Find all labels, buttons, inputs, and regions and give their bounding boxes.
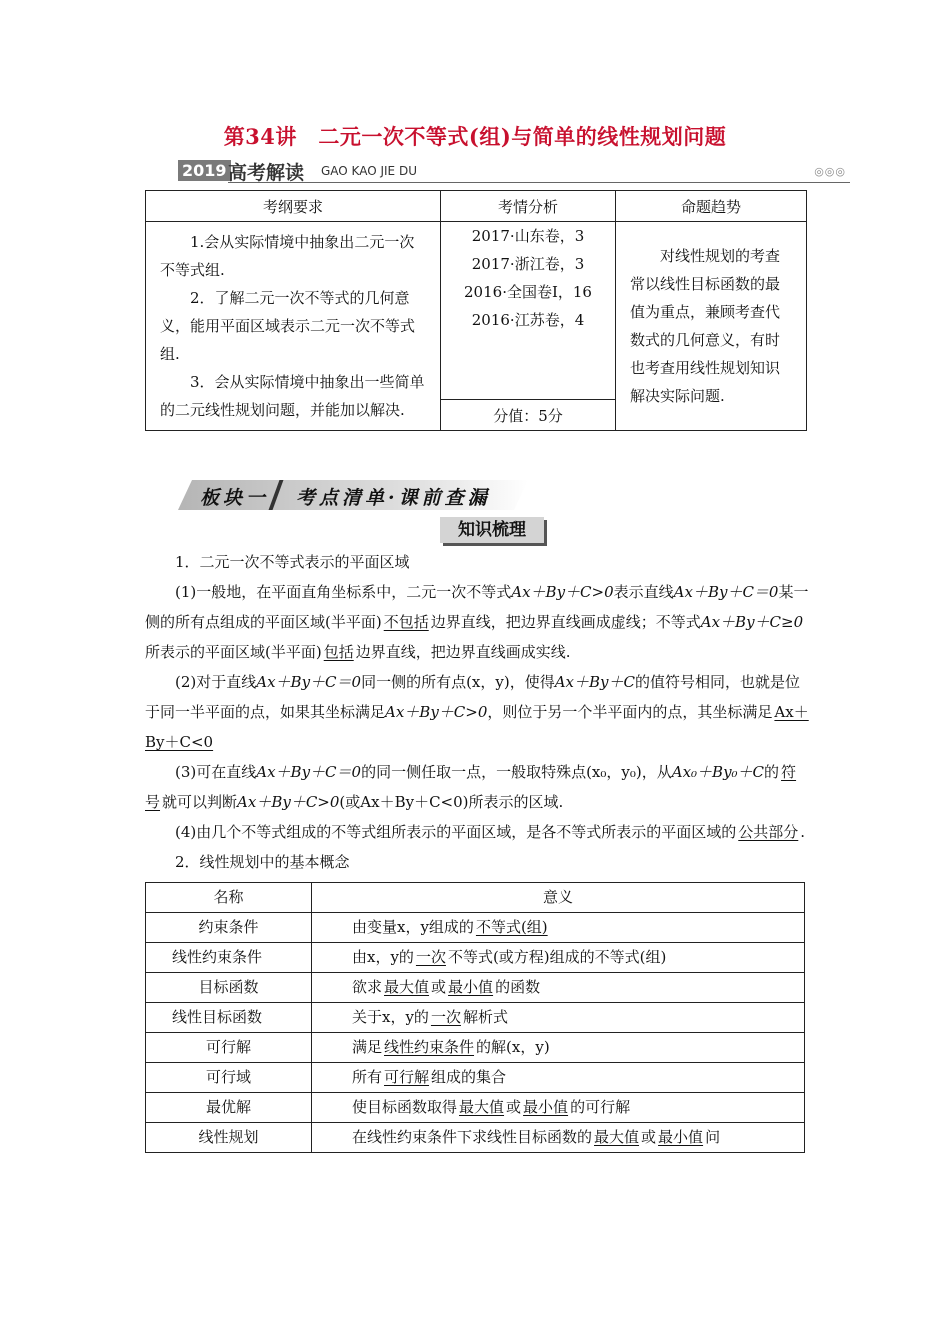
blank-answer: 包括 — [323, 643, 354, 661]
table-row — [146, 973, 805, 1003]
section-banner — [178, 480, 528, 510]
blank-answer: 最大值 — [459, 1098, 505, 1116]
section2-heading: 2．线性规划中的基本概念 — [175, 853, 350, 871]
paragraph-1: (1)一般地，在平面直角坐标系中，二元一次不等式Ax＋By＋C>0表示直线Ax＋By＋C＝0某一侧的所有点组成的平面区域(半平面) 不包括 边界直线，把边界直线画成虚线；不等式Ax＋By＋C≥0所表示的平面区域(半平面) 包括 边界直线，把边界直线画成实线. — [145, 583, 809, 661]
table-row — [146, 943, 805, 973]
requirement-item: 3．会从实际情境中抽象出一些简单的二元线性规划问题，并能加以解决. — [160, 373, 425, 419]
col-header-name: 名称 — [146, 883, 312, 913]
requirement-item: 1.会从实际情境中抽象出二元一次不等式组. — [160, 233, 415, 279]
requirement-item: 2．了解二元一次不等式的几何意义，能用平面区域表示二元一次不等式组. — [160, 289, 416, 363]
concept-meaning: 在线性约束条件下求线性目标函数的 最大值 或 最小值 问 — [312, 1123, 805, 1153]
concept-meaning: 使目标函数取得 最大值 或 最小值 的可行解 — [312, 1093, 805, 1123]
blank-answer: 最小值 — [523, 1098, 569, 1116]
paragraph-3: (3)可在直线Ax＋By＋C＝0的同一侧任取一点，一般取特殊点(x₀，y₀)，从Ax₀＋By₀＋C的 符号 就可以判断Ax＋By＋C>0(或Ax＋By＋C<0)所表示的区域. — [145, 763, 797, 811]
banner-heading: 高考解读 — [228, 162, 305, 184]
concept-meaning: 关于x，y的 一次 解析式 — [312, 1003, 805, 1033]
section-part-label: 板块一 — [200, 487, 270, 509]
analysis-item: 2017·浙江卷，3 — [471, 255, 585, 273]
blank-answer: 一次 — [430, 1008, 461, 1026]
blank-answer: 最大值 — [594, 1128, 640, 1146]
table-row — [146, 1003, 805, 1033]
analysis-item: 2017·山东卷，3 — [471, 227, 585, 245]
analysis-item: 2016·全国卷Ⅰ，16 — [464, 283, 592, 301]
blank-answer: 不包括 — [383, 613, 429, 631]
concept-meaning: 所有 可行解 组成的集合 — [312, 1063, 805, 1093]
concept-meaning: 欲求 最大值 或 最小值 的函数 — [312, 973, 805, 1003]
blank-answer: 线性约束条件 — [384, 1038, 475, 1056]
exam-outline-table — [145, 190, 807, 431]
blank-answer: 不等式(组) — [475, 918, 548, 936]
concept-name: 最优解 — [146, 1093, 312, 1123]
col-header-trend: 命题趋势 — [616, 191, 807, 222]
table-row — [146, 1093, 805, 1123]
blank-answer: 一次 — [415, 948, 446, 966]
blank-answer: 最小值 — [448, 978, 494, 996]
page-title: 第34讲 二元一次不等式(组)与简单的线性规划问题 — [223, 124, 727, 149]
col-header-requirements: 考纲要求 — [146, 191, 441, 222]
table-row — [146, 913, 805, 943]
banner-pinyin: GAO KAO JIE DU — [321, 164, 417, 178]
col-header-analysis: 考情分析 — [441, 191, 616, 222]
decorative-dots-icon: ◎◎◎ — [814, 165, 846, 178]
concept-name: 可行解 — [146, 1033, 312, 1063]
section1-heading: 1．二元一次不等式表示的平面区域 — [175, 553, 410, 571]
banner-year: 2019 — [178, 160, 231, 181]
table-row — [146, 1063, 805, 1093]
section1-body — [145, 547, 810, 877]
blank-answer: Ax＋By＋C<0 — [145, 703, 809, 751]
requirements-cell — [146, 222, 441, 431]
concept-name: 线性约束条件 — [146, 943, 312, 973]
table-row — [146, 1123, 805, 1153]
knowledge-tag: 知识梳理 — [440, 517, 544, 543]
concept-name: 目标函数 — [146, 973, 312, 1003]
concept-name: 可行域 — [146, 1063, 312, 1093]
concept-meaning: 满足 线性约束条件 的解(x，y) — [312, 1033, 805, 1063]
col-header-meaning: 意义 — [312, 883, 805, 913]
blank-answer: 可行解 — [384, 1068, 430, 1086]
concept-name: 线性目标函数 — [146, 1003, 312, 1033]
concept-name: 约束条件 — [146, 913, 312, 943]
concept-meaning: 由变量x，y组成的 不等式(组) — [312, 913, 805, 943]
analysis-item: 2016·江苏卷，4 — [471, 311, 585, 329]
concept-name: 线性规划 — [146, 1123, 312, 1153]
blank-answer: 符号 — [145, 763, 797, 811]
blank-answer: 公共部分 — [738, 823, 799, 841]
paragraph-4: (4)由几个不等式组成的不等式组所表示的平面区域，是各不等式所表示的平面区域的 公共部分 . — [175, 823, 806, 841]
blank-answer: 最小值 — [658, 1128, 704, 1146]
trend-cell: 对线性规划的考查常以线性目标函数的最值为重点，兼顾考查代数式的几何意义，有时也考查用线性规划知识解决实际问题. — [616, 222, 807, 431]
table-row — [146, 1033, 805, 1063]
score-cell: 分值：5分 — [441, 400, 616, 431]
blank-answer: 最大值 — [384, 978, 430, 996]
banner-rule — [228, 182, 850, 183]
concepts-table — [145, 882, 805, 1153]
analysis-cell — [441, 222, 616, 400]
section-title: 考点清单·课前查漏 — [296, 487, 491, 509]
exam-analysis-banner — [178, 158, 850, 184]
paragraph-2: (2)对于直线Ax＋By＋C＝0同一侧的所有点(x，y)，使得Ax＋By＋C的值符号相同，也就是位于同一半平面的点，如果其坐标满足Ax＋By＋C>0，则位于另一个半平面内的点，其坐标满足 Ax＋By＋C<0 — [145, 673, 809, 751]
concept-meaning: 由x，y的 一次 不等式(或方程)组成的不等式(组) — [312, 943, 805, 973]
